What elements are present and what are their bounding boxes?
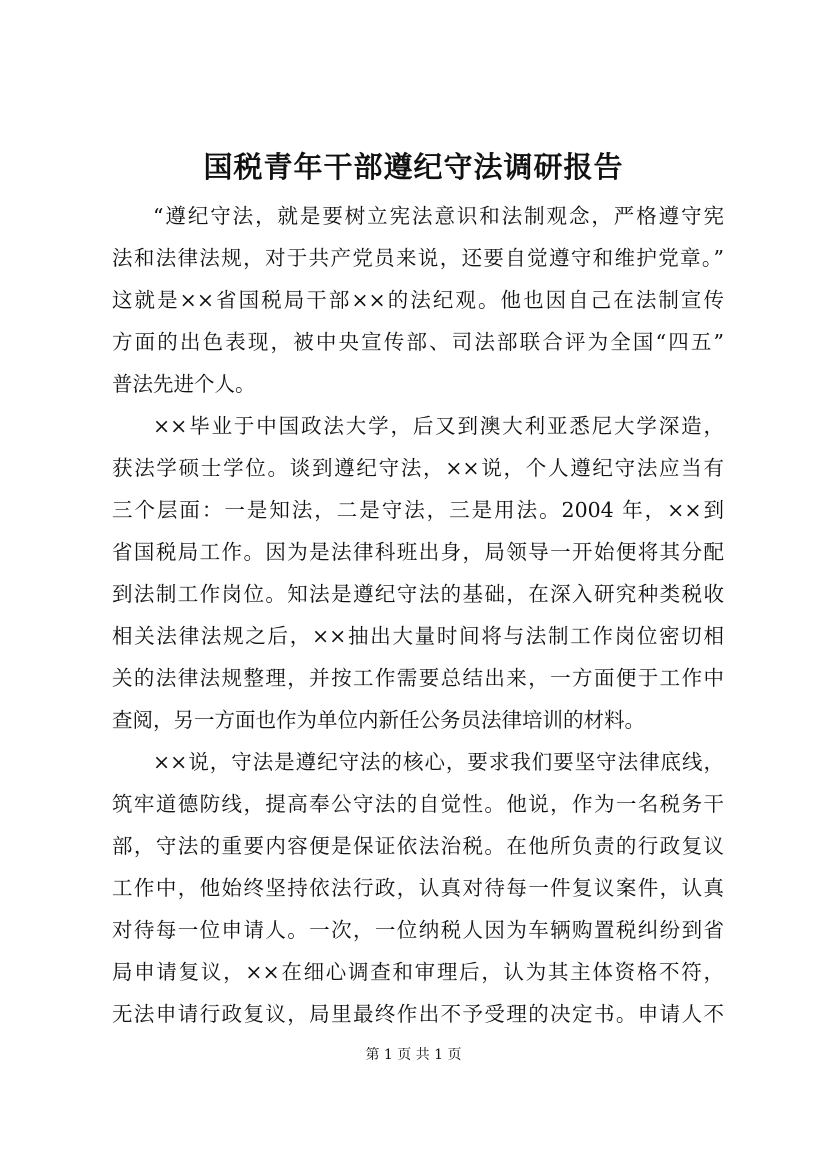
body-line: 省国税局工作。因为是法律科班出身，局领导一开始便将其分配 bbox=[112, 540, 724, 564]
body-line: 法和法律法规，对于共产党员来说，还要自觉遵守和维护党章。” bbox=[112, 246, 724, 270]
body-line: 三个层面：一是知法，二是守法，三是用法。2004 年，××到 bbox=[112, 498, 724, 522]
body-line: 获法学硕士学位。谈到遵纪守法，××说，个人遵纪守法应当有 bbox=[112, 456, 724, 480]
body-line: 筑牢道德防线，提高奉公守法的自觉性。他说，作为一名税务干 bbox=[112, 792, 724, 816]
body-line: 部，守法的重要内容便是保证依法治税。在他所负责的行政复议 bbox=[112, 834, 724, 858]
body-line: ××毕业于中国政法大学，后又到澳大利亚悉尼大学深造， bbox=[153, 414, 724, 438]
body-line: 关的法律法规整理，并按工作需要总结出来，一方面便于工作中 bbox=[112, 666, 724, 690]
body-line: 局申请复议，××在细心调查和审理后，认为其主体资格不符， bbox=[112, 960, 724, 984]
body-line: 无法申请行政复议，局里最终作出不予受理的决定书。申请人不 bbox=[112, 1002, 724, 1026]
body-line: 查阅，另一方面也作为单位内新任公务员法律培训的材料。 bbox=[112, 708, 645, 732]
body-line: “遵纪守法，就是要树立宪法意识和法制观念，严格遵守宪 bbox=[153, 204, 724, 228]
body-line: 工作中，他始终坚持依法行政，认真对待每一件复议案件，认真 bbox=[112, 876, 724, 900]
page-footer: 第 1 页 共 1 页 bbox=[365, 1047, 462, 1063]
body-line: 普法先进个人。 bbox=[112, 372, 256, 396]
body-line: 相关法律法规之后，××抽出大量时间将与法制工作岗位密切相 bbox=[112, 624, 724, 648]
body-line: 到法制工作岗位。知法是遵纪守法的基础，在深入研究种类税收 bbox=[112, 582, 724, 606]
body-line: 方面的出色表现，被中央宣传部、司法部联合评为全国“四五” bbox=[112, 330, 724, 354]
body-line: ××说，守法是遵纪守法的核心，要求我们要坚守法律底线， bbox=[153, 750, 724, 774]
body-line: 对待每一位申请人。一次，一位纳税人因为车辆购置税纠纷到省 bbox=[112, 918, 724, 942]
document-title: 国税青年干部遵纪守法调研报告 bbox=[203, 150, 624, 184]
body-line: 这就是××省国税局干部××的法纪观。他也因自己在法制宣传 bbox=[112, 288, 724, 312]
